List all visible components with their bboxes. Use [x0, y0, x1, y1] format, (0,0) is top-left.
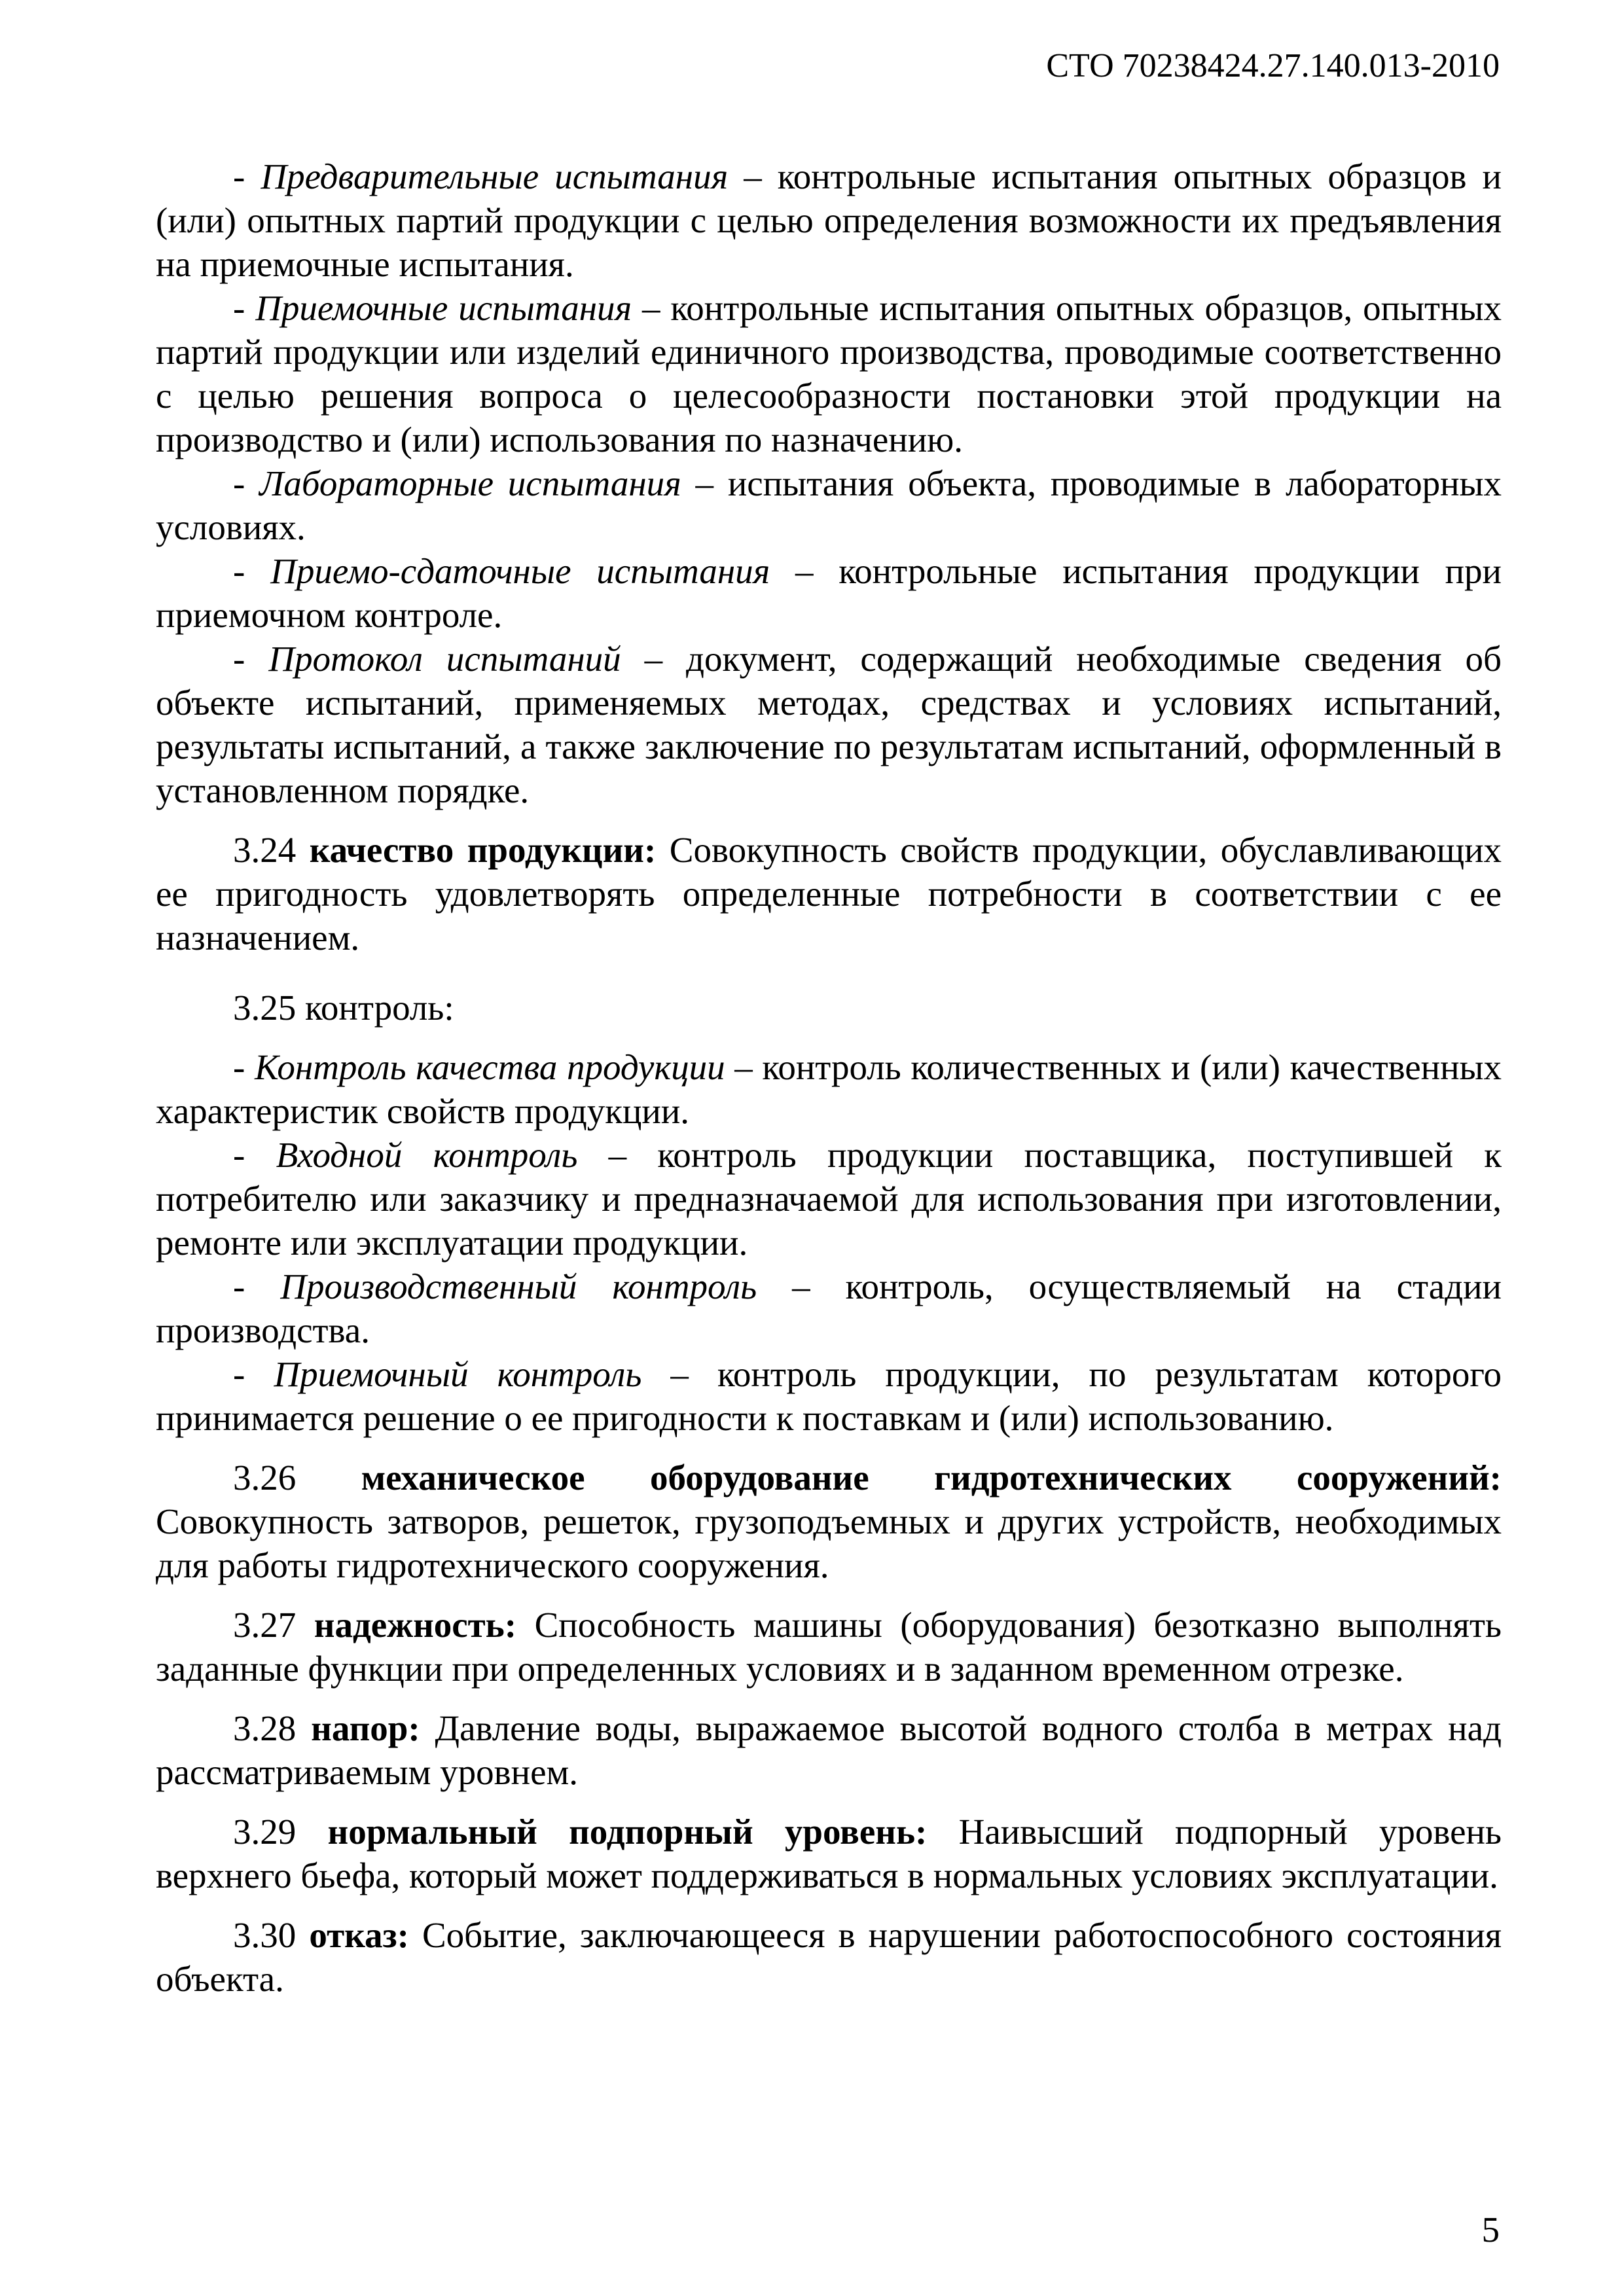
clause-term: нормальный подпорный уровень: — [327, 1812, 928, 1852]
definition-term: Приемочные испытания — [255, 288, 632, 328]
definition-item — [156, 1352, 1502, 1440]
definition-separator: – — [757, 1266, 846, 1306]
definition-text: контрольные испытания опытных образцов, опытных партий продукции или изделий единичного производства, проводимые соответственно с целью решения вопроса о целесообразности постановки этой продукции на производство и (или) использования по назначению. — [156, 288, 1502, 459]
clause-text: Давление воды, выражаемое высотой водного столба в метрах над рассматриваемым уровнем. — [156, 1708, 1502, 1792]
clause-3-27 — [156, 1603, 1502, 1691]
definition-item — [156, 1133, 1502, 1265]
definition-text: контроль продукции поставщика, поступившей к потребителю или заказчику и предназначаемой для использования при изготовлении, ремонте или эксплуатации продукции. — [156, 1135, 1502, 1263]
clause-3-25 — [156, 986, 1502, 1030]
clause-3-28 — [156, 1706, 1502, 1794]
list-dash: - — [233, 639, 269, 679]
definition-separator: – — [577, 1135, 658, 1175]
clause-text: Совокупность свойств продукции, обуславливающих ее пригодность удовлетворять определенные потребности в соответствии с ее назначением. — [156, 830, 1502, 958]
definition-separator: – — [621, 639, 687, 679]
list-dash: - — [233, 551, 271, 591]
list-dash: - — [233, 1047, 255, 1087]
definition-item — [156, 637, 1502, 812]
clause-3-24 — [156, 828, 1502, 960]
definition-separator: – — [632, 288, 671, 328]
definition-term: Предварительные испытания — [261, 156, 729, 196]
list-dash: - — [233, 463, 260, 503]
definition-term: Протокол испытаний — [268, 639, 621, 679]
clause-number: 3.25 — [233, 988, 305, 1028]
definition-text: контроль количественных и (или) качественных характеристик свойств продукции. — [156, 1047, 1502, 1131]
definition-term: Производственный контроль — [280, 1266, 757, 1306]
clause-term: механическое оборудование гидротехнических сооружений: — [361, 1458, 1502, 1498]
clause-3-30 — [156, 1913, 1502, 2001]
definition-text: документ, содержащий необходимые сведения об объекте испытаний, применяемых методах, средствах и условиях испытаний, результаты испытаний, а также заключение по результатам испытаний, оформленный в установленном порядке. — [156, 639, 1502, 810]
clause-text: Способность машины (оборудования) безотказно выполнять заданные функции при определенных условиях и в заданном временном отрезке. — [156, 1605, 1502, 1689]
definition-item — [156, 1265, 1502, 1352]
clause-number: 3.27 — [233, 1605, 314, 1645]
definition-text: контроль, осуществляемый на стадии производства. — [156, 1266, 1502, 1350]
page-number: 5 — [1481, 2210, 1500, 2250]
list-dash: - — [233, 288, 256, 328]
clause-text: Наивысший подпорный уровень верхнего бьефа, который может поддерживаться в нормальных условиях эксплуатации. — [156, 1812, 1502, 1895]
clause-3-26 — [156, 1456, 1502, 1587]
definition-term: Контроль качества продукции — [254, 1047, 725, 1087]
definition-item — [156, 1045, 1502, 1133]
definition-term: Лабораторные испытания — [259, 463, 681, 503]
definition-item — [156, 286, 1502, 461]
list-dash: - — [233, 1266, 281, 1306]
clause-term: отказ: — [309, 1915, 409, 1955]
clause-number: 3.26 — [233, 1458, 361, 1498]
definition-text: испытания объекта, проводимые в лабораторных условиях. — [156, 463, 1502, 547]
clause-text: контроль: — [305, 988, 454, 1028]
definition-text: контрольные испытания опытных образцов и (или) опытных партий продукции с целью определения возможности их предъявления на приемочные испытания. — [156, 156, 1502, 284]
clause-number: 3.28 — [233, 1708, 312, 1748]
definition-item — [156, 461, 1502, 549]
list-dash: - — [233, 1354, 274, 1394]
definition-term: Приемо-сдаточные испытания — [270, 551, 770, 591]
clause-number: 3.30 — [233, 1915, 310, 1955]
list-dash: - — [233, 1135, 276, 1175]
clause-text: Событие, заключающееся в нарушении работоспособного состояния объекта. — [156, 1915, 1502, 1999]
definition-text: контроль продукции, по результатам которого принимается решение о ее пригодности к поставкам и (или) использованию. — [156, 1354, 1502, 1438]
definition-term: Приемочный контроль — [274, 1354, 642, 1394]
document-body — [156, 154, 1502, 2001]
definition-separator: – — [681, 463, 728, 503]
document-code-header: СТО 70238424.27.140.013-2010 — [1046, 47, 1500, 84]
clause-3-29 — [156, 1810, 1502, 1897]
definition-separator: – — [770, 551, 839, 591]
definition-item — [156, 549, 1502, 637]
clause-term: напор: — [311, 1708, 420, 1748]
clause-number: 3.24 — [233, 830, 310, 870]
clause-number: 3.29 — [233, 1812, 328, 1852]
clause-term: качество продукции: — [309, 830, 657, 870]
definition-separator: – — [728, 156, 778, 196]
list-dash: - — [233, 156, 261, 196]
definition-separator: – — [641, 1354, 717, 1394]
clause-text: Совокупность затворов, решеток, грузоподъемных и других устройств, необходимых для работы гидротехнического сооружения. — [156, 1501, 1502, 1585]
definition-term: Входной контроль — [276, 1135, 578, 1175]
definition-separator: – — [725, 1047, 763, 1087]
definition-item — [156, 154, 1502, 286]
clause-term: надежность: — [314, 1605, 517, 1645]
definition-text: контрольные испытания продукции при приемочном контроле. — [156, 551, 1502, 635]
